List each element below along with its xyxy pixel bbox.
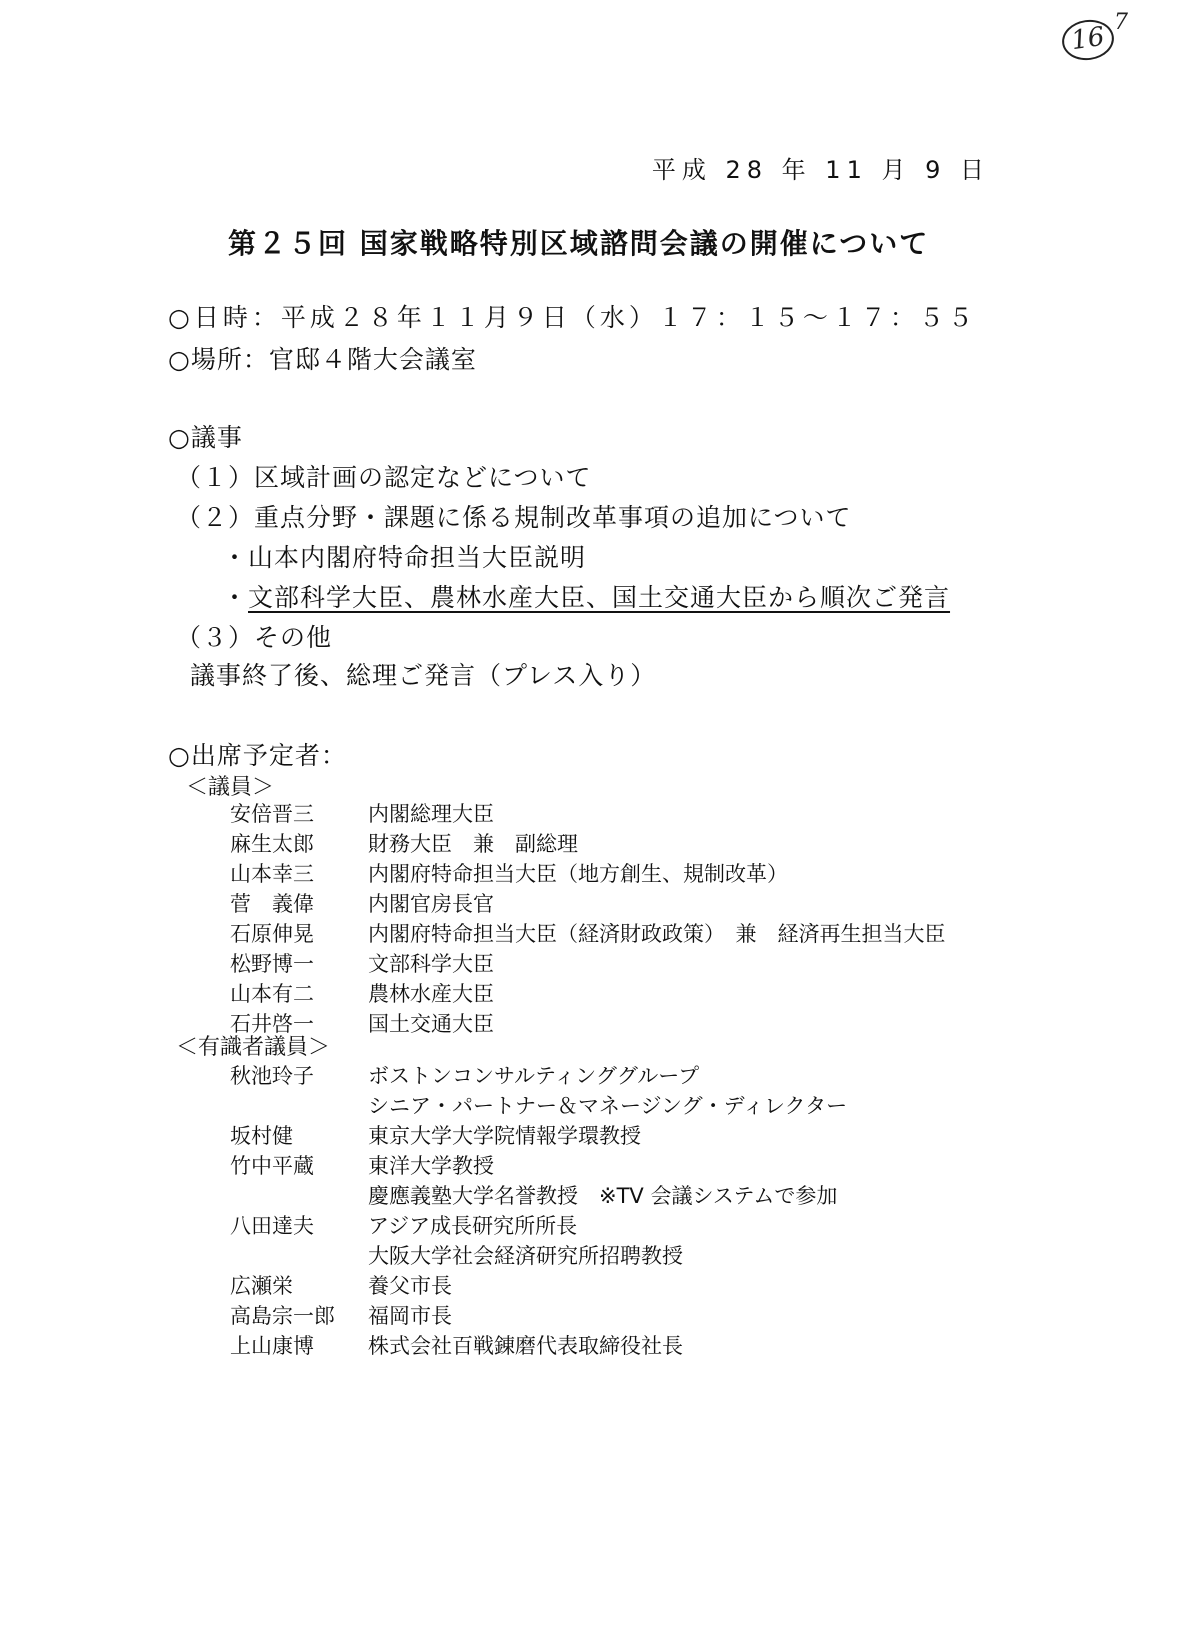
agenda-item-3: （３）その他 — [176, 623, 333, 652]
member-role: 内閣官房長官 — [368, 892, 494, 916]
stamp-number: 16 — [1069, 21, 1107, 57]
agenda-item-2: （２）重点分野・課題に係る規制改革事項の追加について — [176, 503, 852, 532]
expert-role: アジア成長研究所所長 — [368, 1214, 578, 1238]
agenda-after-note: 議事終了後、総理ご発言（プレス入り） — [190, 661, 657, 690]
document-date: 平成 28 年 11 月 9 日 — [651, 156, 990, 184]
members-heading: ＜議員＞ — [186, 775, 275, 800]
member-name: 菅 義偉 — [230, 892, 314, 916]
agenda-item-1: （１）区域計画の認定などについて — [176, 463, 592, 492]
stamp-mark: 7 — [1114, 10, 1128, 35]
member-role: 文部科学大臣 — [368, 952, 494, 976]
expert-role: 福岡市長 — [368, 1304, 452, 1328]
member-name: 麻生太郎 — [230, 832, 314, 856]
expert-name: 竹中平蔵 — [230, 1154, 314, 1178]
member-role: 内閣府特命担当大臣（地方創生、規制改革） — [368, 862, 788, 886]
meeting-datetime: ○日時：平成２８年１１月９日（水）１７：１５～１７：５５ — [168, 303, 977, 332]
expert-role: 養父市長 — [368, 1274, 452, 1298]
agenda-sub-item-2 — [222, 578, 950, 614]
expert-name: 秋池玲子 — [230, 1064, 314, 1088]
expert-role: 慶應義塾大学名誉教授 ※TV 会議システムで参加 — [368, 1184, 838, 1208]
expert-role: 株式会社百戦錬磨代表取締役社長 — [368, 1334, 683, 1358]
member-role: 国土交通大臣 — [368, 1012, 494, 1036]
member-role: 内閣府特命担当大臣（経済財政政策） 兼 経済再生担当大臣 — [368, 922, 946, 946]
member-name: 松野博一 — [230, 952, 314, 976]
member-name: 山本有二 — [230, 982, 314, 1006]
agenda-sub-item-2-text: 文部科学大臣、農林水産大臣、国土交通大臣から順次ご発言 — [248, 583, 951, 612]
expert-role: 東洋大学教授 — [368, 1154, 494, 1178]
member-name: 山本幸三 — [230, 862, 314, 886]
expert-role: 大阪大学社会経済研究所招聘教授 — [368, 1244, 683, 1268]
bullet: ・ — [222, 583, 249, 612]
expert-role: ボストンコンサルティンググループ — [368, 1064, 700, 1088]
member-role: 財務大臣 兼 副総理 — [368, 832, 578, 856]
member-name: 石井啓一 — [230, 1012, 314, 1036]
document-title: 第２５回 国家戦略特別区域諮問会議の開催について — [228, 227, 930, 260]
agenda-heading: ○議事 — [168, 423, 243, 452]
experts-heading: ＜有識者議員＞ — [176, 1035, 331, 1060]
expert-name: 高島宗一郎 — [230, 1304, 335, 1328]
member-name: 安倍晋三 — [230, 802, 314, 826]
expert-role: シニア・パートナー＆マネージング・ディレクター — [368, 1094, 848, 1118]
page-number-stamp — [1059, 17, 1116, 64]
expert-name: 八田達夫 — [230, 1214, 314, 1238]
member-name: 石原伸晃 — [230, 922, 314, 946]
expert-name: 広瀬栄 — [230, 1274, 293, 1298]
member-role: 農林水産大臣 — [368, 982, 494, 1006]
expert-name: 上山康博 — [230, 1334, 314, 1358]
attendees-heading: ○出席予定者： — [168, 741, 347, 770]
expert-name: 坂村健 — [230, 1124, 293, 1148]
expert-role: 東京大学大学院情報学環教授 — [368, 1124, 641, 1148]
agenda-sub-item-1: ・山本内閣府特命担当大臣説明 — [222, 543, 587, 572]
member-role: 内閣総理大臣 — [368, 802, 494, 826]
meeting-location: ○場所：官邸４階大会議室 — [168, 345, 477, 374]
